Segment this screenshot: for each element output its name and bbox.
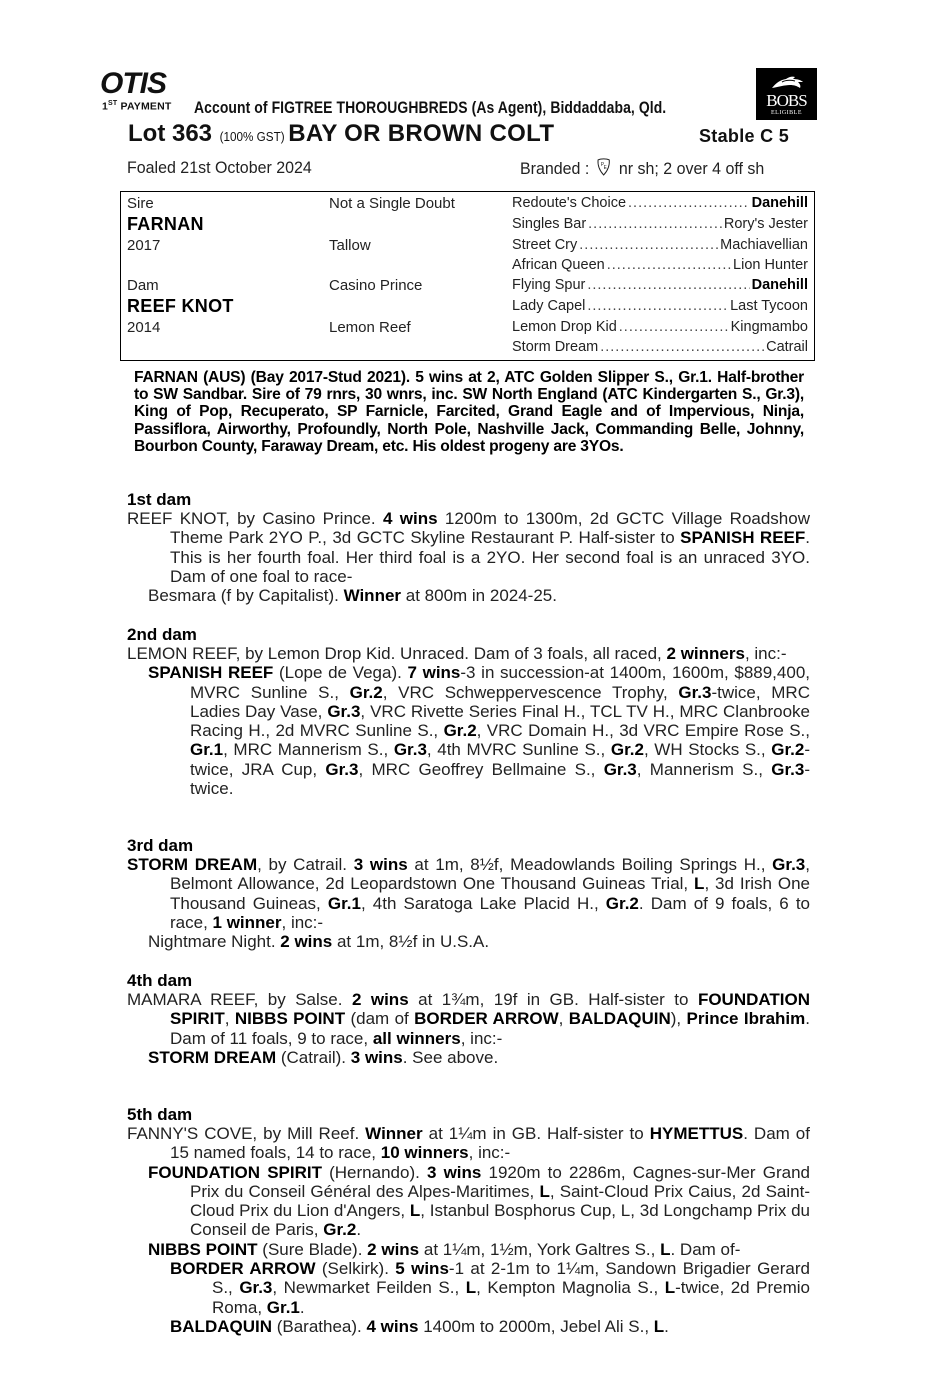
text: , VRC Schweppervescence Trophy,: [382, 682, 679, 702]
gst-note: (100% GST): [219, 129, 285, 144]
great-grandparent-name: Lady Capel: [512, 298, 586, 314]
bold-text: Gr.1: [190, 740, 224, 760]
great-grandparent-name: Street Cry: [512, 237, 578, 253]
text: 1920m to 2286m, Cagnes-sur-Mer Grand Prix du Conseil Général des Alpes-Maritimes,: [190, 1162, 810, 1201]
text: . Dam of 9 foals, 6 to race,: [170, 893, 810, 932]
dam-section-5: [127, 1105, 810, 1336]
dam-record: [127, 1124, 810, 1163]
svg-text:P: P: [601, 162, 605, 169]
text: (Sure Blade).: [257, 1239, 368, 1259]
text: . Dam of 11 foals, 9 to race,: [170, 1009, 810, 1048]
text: , Newmarket Feilden S.,: [272, 1278, 466, 1298]
svg-text:E: E: [604, 165, 608, 172]
bold-text: BORDER ARROW: [170, 1259, 316, 1279]
lot-title-line: [128, 120, 554, 148]
lot-description: BAY OR BROWN COLT: [288, 120, 555, 147]
progeny-record: [127, 663, 810, 798]
bold-text: L: [660, 1239, 671, 1259]
great-grandparent-name: Lemon Drop Kid: [512, 319, 617, 335]
text: -twice, 2d Premio Roma,: [212, 1278, 810, 1317]
great-grandparent-row: [512, 339, 808, 355]
great-grandparent-sire: Kingmambo: [730, 319, 808, 335]
dam-section-heading: 5th dam: [127, 1105, 193, 1124]
bold-text: Gr.3: [772, 855, 806, 874]
leader-dots: [579, 237, 718, 253]
sire-label: Sire: [127, 195, 154, 212]
text: at 800m in 2024-25.: [401, 586, 557, 606]
text: , inc:-: [744, 644, 787, 663]
bold-text: Gr.2: [349, 682, 383, 702]
dam-section-heading: 3rd dam: [127, 836, 194, 855]
dam-section-4: [127, 971, 810, 1067]
text: -twice.: [190, 759, 810, 799]
otis-logo: [100, 67, 190, 114]
text: , Kempton Magnolia S.,: [476, 1278, 665, 1298]
great-grandparent-sire: Lion Hunter: [733, 257, 808, 273]
bold-text: Gr.2: [443, 721, 477, 741]
text: , 3d Irish One Thousand Guineas,: [170, 874, 810, 913]
branded-label: Branded :: [520, 159, 590, 178]
bold-text: Gr.2: [771, 740, 805, 760]
text: , VRC Rivette Series Final H., TCL TV H., MRC Clanbrooke Racing H., 2d MVRC Sunline S.,: [190, 701, 810, 741]
bold-text: 5 wins: [395, 1259, 449, 1279]
text: FANNY'S COVE, by Mill Reef.: [127, 1124, 366, 1143]
text: , inc:-: [460, 1028, 503, 1048]
leader-dots: [628, 195, 750, 211]
great-grandparent-name: Storm Dream: [512, 339, 599, 355]
text: Nightmare Night.: [148, 932, 281, 952]
bold-text: 2 winners: [666, 644, 745, 663]
text: .: [299, 1297, 305, 1317]
bold-text: BALDAQUIN: [568, 1009, 671, 1029]
dam-sire: Casino Prince: [329, 277, 423, 294]
text: at 1¼m in GB. Half-sister to: [422, 1124, 650, 1143]
text: (Catrail).: [276, 1047, 351, 1067]
text: LEMON REEF, by Lemon Drop Kid. Unraced. Dam of 3 foals, all raced,: [127, 644, 667, 663]
sire-name: FARNAN: [127, 214, 204, 234]
bold-text: 4 wins: [366, 1316, 419, 1336]
text: at 1m, 8½f, Meadowlands Boiling Springs H.,: [407, 855, 773, 874]
bold-text: Gr.3: [771, 759, 805, 779]
bold-text: Gr.3: [325, 759, 359, 779]
bold-text: 2 wins: [280, 932, 333, 952]
bold-text: Gr.3: [393, 740, 427, 760]
text: , VRC Domain H., 3d VRC Empire Rose S.,: [476, 721, 810, 741]
leader-dots: [587, 298, 728, 314]
dam-dam: Lemon Reef: [329, 319, 411, 336]
horse-head-icon: [770, 74, 804, 92]
bold-text: BALDAQUIN: [170, 1316, 272, 1336]
text: ,: [558, 1009, 569, 1029]
leader-dots: [587, 277, 749, 293]
lot-number: Lot 363: [128, 120, 213, 147]
text: . Dam of-: [670, 1239, 741, 1259]
dam-record: [127, 855, 810, 932]
sire-sire: Not a Single Doubt: [329, 195, 455, 212]
great-grandparent-sire: Machiavellian: [720, 237, 808, 253]
bold-text: Gr.3: [327, 701, 361, 721]
text: -1 at 2-1m to 1¼m, Sandown Brigadier Gerard S.,: [212, 1259, 810, 1298]
text: , MRC Geoffrey Bellmaine S.,: [358, 759, 604, 779]
text: (Selkirk).: [315, 1259, 396, 1279]
dam-year: 2014: [127, 319, 161, 336]
progeny-record: [127, 932, 810, 951]
bold-text: all winners: [372, 1028, 461, 1048]
dam-label: Dam: [127, 277, 159, 294]
great-grandparent-row: [512, 237, 808, 253]
dam-record: [127, 990, 810, 1048]
text: 1200m to 1300m, 2d GCTC Village Roadshow Theme Park 2YO P., 3d GCTC Skyline Restaurant P. Half-sister to: [170, 509, 810, 548]
dam-section-3: [127, 836, 810, 951]
text: . This is her fourth foal. Her third foal is a 2YO. Her second foal is an unraced 3YO. Dam of one foal to race-: [170, 528, 811, 586]
great-grandparent-row: [512, 216, 808, 232]
text: , Saint-Cloud Prix Caius, 2d Saint-Cloud Prix du Lion d'Angers,: [190, 1181, 811, 1221]
great-grandparent-name: Singles Bar: [512, 216, 587, 232]
bold-text: Prince Ibrahim: [686, 1009, 806, 1029]
dam-section-heading: 4th dam: [127, 971, 193, 990]
text: , by Catrail.: [257, 855, 354, 874]
stable-location: Stable C 5: [699, 126, 790, 146]
pedigree-table: [120, 191, 815, 361]
branded-text: nr sh; 2 over 4 off sh: [618, 159, 765, 178]
text: (dam of: [345, 1009, 415, 1029]
bold-text: L: [664, 1278, 676, 1298]
bold-text: 3 wins: [353, 855, 408, 874]
bold-text: 10 winners: [380, 1143, 469, 1163]
progeny-record: [127, 1317, 810, 1336]
dam-section-1: [127, 490, 810, 605]
text: . See above.: [402, 1047, 499, 1067]
text: at 1¼m, 1½m, York Galtres S.,: [419, 1239, 661, 1259]
great-grandparent-sire: Danehill: [751, 277, 808, 293]
bold-text: Gr.1: [266, 1297, 300, 1317]
text: MAMARA REEF, by Salse.: [127, 990, 352, 1009]
bold-text: 3 wins: [426, 1162, 482, 1182]
bold-text: L: [694, 874, 705, 894]
leader-dots: [600, 339, 764, 355]
text: REEF KNOT, by Casino Prince.: [127, 509, 383, 528]
text: (Hernando).: [321, 1162, 427, 1182]
leader-dots: [619, 319, 729, 335]
bold-text: L: [653, 1316, 665, 1336]
dam-name: REEF KNOT: [127, 296, 234, 316]
text: (Lope de Vega).: [273, 663, 408, 683]
progeny-record: [127, 1240, 810, 1259]
text: -3 in succession-at 1400m, 1600m, $889,400, MVRC Sunline S.,: [190, 663, 810, 702]
bobs-logo-title: BOBS: [766, 91, 807, 110]
sire-dam: Tallow: [329, 237, 371, 254]
great-grandparent-row: [512, 257, 808, 273]
bold-text: FOUNDATION SPIRIT: [170, 990, 810, 1029]
great-grandparent-sire: Danehill: [751, 195, 808, 211]
great-grandparent-row: [512, 195, 808, 211]
vendor-account: Account of FIGTREE THOROUGHBREDS (As Agent), Biddaddaba, Qld.: [194, 98, 667, 117]
bold-text: STORM DREAM: [148, 1047, 277, 1067]
foaled-date: Foaled 21st October 2024: [127, 158, 312, 177]
bold-text: NIBBS POINT: [234, 1009, 346, 1029]
bold-text: Gr.3: [678, 682, 712, 702]
dam-record: [127, 509, 810, 586]
text: at 1¾m, 19f in GB. Half-sister to: [408, 990, 698, 1009]
great-grandparent-name: Flying Spur: [512, 277, 586, 293]
progeny-record: [127, 1163, 810, 1240]
bold-text: L: [409, 1201, 421, 1221]
bold-text: 2 wins: [351, 990, 409, 1009]
text: , MRC Mannerism S.,: [223, 740, 394, 760]
text: (Barathea).: [272, 1316, 367, 1336]
text: , inc:-: [281, 912, 324, 932]
text: ),: [670, 1009, 687, 1029]
text: , Istanbul Bosphorus Cup, L, 3d Longchamp Prix du Conseil de Paris,: [190, 1201, 810, 1240]
dam-section-heading: 1st dam: [127, 490, 192, 509]
great-grandparent-sire: Last Tycoon: [730, 298, 808, 314]
leader-dots: [588, 216, 722, 232]
bold-text: Gr.2: [323, 1220, 357, 1240]
otis-logo-subtitle: 1ST PAYMENT: [102, 100, 172, 113]
bold-text: Gr.3: [603, 759, 637, 779]
progeny-record: [127, 1259, 810, 1317]
bold-text: Gr.2: [610, 740, 644, 760]
bold-text: 4 wins: [382, 509, 438, 528]
text: . Dam of 15 named foals, 14 to race,: [170, 1124, 810, 1163]
text: , Belmont Allowance, 2d Leopardstown One Thousand Guineas Trial,: [170, 855, 810, 894]
progeny-record: [127, 586, 810, 605]
text: Besmara (f by Capitalist).: [148, 586, 344, 606]
text: , Mannerism S.,: [636, 759, 772, 779]
great-grandparent-row: [512, 298, 808, 314]
bold-text: SPANISH REEF: [148, 663, 274, 683]
bold-text: FOUNDATION SPIRIT: [148, 1162, 322, 1182]
bold-text: HYMETTUS: [649, 1124, 744, 1143]
bold-text: L: [539, 1181, 550, 1201]
bold-text: 2 wins: [367, 1239, 420, 1259]
sire-year: 2017: [127, 237, 161, 254]
bold-text: Gr.3: [239, 1278, 273, 1298]
branded-info: [520, 158, 764, 179]
bobs-logo-subtitle: ELIGIBLE: [771, 110, 802, 116]
bobs-eligible-logo: [756, 68, 817, 120]
text: , WH Stocks S.,: [643, 740, 772, 760]
otis-logo-word: OTIS: [100, 67, 167, 100]
text: , 4th MVRC Sunline S.,: [426, 740, 611, 760]
great-grandparent-name: African Queen: [512, 257, 605, 273]
bold-text: SPANISH REEF: [680, 528, 806, 548]
text: .: [664, 1316, 669, 1336]
text: .: [356, 1220, 362, 1240]
text: -twice, JRA Cup,: [190, 740, 810, 779]
text: 1400m to 2000m, Jebel Ali S.,: [418, 1316, 654, 1336]
text: , 4th Saratoga Lake Placid H.,: [360, 893, 606, 913]
bold-text: Gr.1: [327, 893, 361, 913]
text: at 1m, 8½f in U.S.A.: [332, 932, 490, 952]
bold-text: Winner: [343, 586, 402, 606]
pe-shield-brand-icon: [597, 158, 612, 176]
text: ,: [224, 1009, 235, 1029]
bold-text: 7 wins: [407, 663, 461, 683]
great-grandparent-row: [512, 319, 808, 335]
bold-text: 3 wins: [350, 1047, 403, 1067]
text: -twice, MRC Ladies Day Vase,: [190, 682, 810, 721]
dam-section-2: [127, 625, 810, 798]
dam-record: [127, 644, 810, 663]
bold-text: 1 winner: [212, 912, 282, 932]
bold-text: L: [465, 1278, 477, 1298]
sire-summary: FARNAN (AUS) (Bay 2017-Stud 2021). 5 wins at 2, ATC Golden Slipper S., Gr.1. Half-brother to SW Sandbar. Sire of 79 rnrs, 30 wnrs, inc. SW North England (ATC Kindergarten S., Gr.3), King of Pop, Recuperato, SP Farnicle, Farcited, Grand Eagle and of Impervious, Ninja, Passiflora, Airworthy, Profoundly, North Pole, Nashville Jack, Commanding Belle, Johnny, Bourbon County, Faraway Dream, etc. His oldest progeny are 3YOs.: [134, 369, 804, 455]
great-grandparent-row: [512, 277, 808, 293]
leader-dots: [607, 257, 731, 273]
great-grandparent-sire: Catrail: [766, 339, 808, 355]
progeny-record: [127, 1048, 810, 1067]
dam-section-heading: 2nd dam: [127, 625, 197, 644]
bold-text: NIBBS POINT: [148, 1239, 258, 1259]
great-grandparent-sire: Rory's Jester: [723, 216, 808, 232]
bold-text: BORDER ARROW: [414, 1009, 559, 1029]
great-grandparent-name: Redoute's Choice: [512, 195, 627, 211]
bold-text: Gr.2: [605, 893, 639, 913]
text: , inc:-: [468, 1143, 511, 1163]
bold-text: Winner: [365, 1124, 423, 1143]
bold-text: STORM DREAM: [127, 855, 258, 874]
